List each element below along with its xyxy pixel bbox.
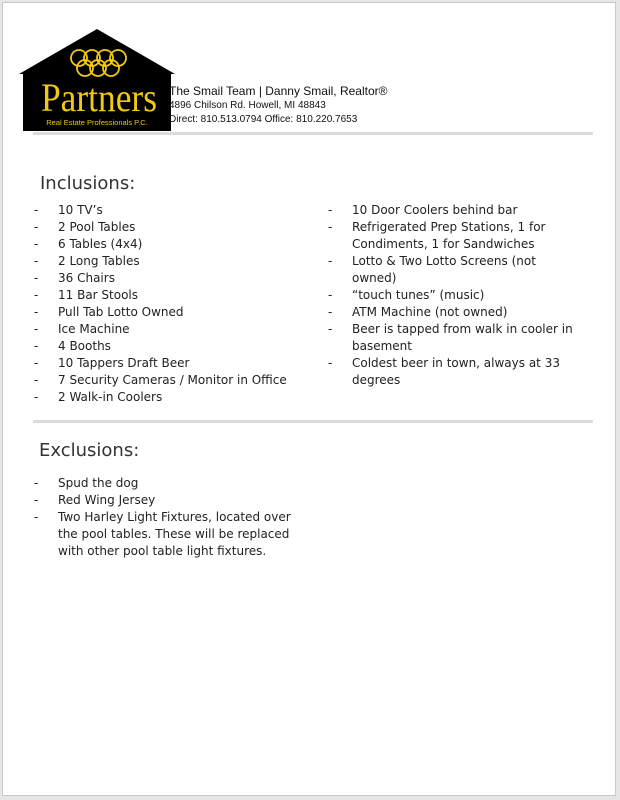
team-name: The Smail Team | Danny Smail, Realtor® xyxy=(169,84,388,98)
list-item: - 2 Pool Tables xyxy=(34,219,324,236)
list-item: - 11 Bar Stools xyxy=(34,287,324,304)
list-item: - Two Harley Light Fixtures, located over the pool tables. These will be replaced with other pool table light fixtures. xyxy=(34,509,294,560)
list-item: - 7 Security Cameras / Monitor in Office xyxy=(34,372,324,389)
list-item: - Lotto & Two Lotto Screens (not owned) xyxy=(328,253,578,287)
list-item: - Red Wing Jersey xyxy=(34,492,294,509)
office-address: 4896 Chilson Rd. Howell, MI 48843 xyxy=(169,100,326,111)
logo-tagline: Real Estate Professionals P.C. xyxy=(46,118,148,127)
header-divider xyxy=(33,132,593,135)
list-item: - 10 TV’s xyxy=(34,202,324,219)
inclusions-heading: Inclusions: xyxy=(40,173,136,194)
exclusions-list xyxy=(34,475,294,560)
list-item: - Coldest beer in town, always at 33 degrees xyxy=(328,355,578,389)
list-item: - 10 Door Coolers behind bar xyxy=(328,202,578,219)
list-item: - 2 Walk-in Coolers xyxy=(34,389,324,406)
partners-logo xyxy=(19,27,175,131)
list-item: - 4 Booths xyxy=(34,338,324,355)
list-item: - ATM Machine (not owned) xyxy=(328,304,578,321)
list-item: - 6 Tables (4x4) xyxy=(34,236,324,253)
list-item: - Beer is tapped from walk in cooler in basement xyxy=(328,321,578,355)
inclusions-list-right xyxy=(328,202,578,389)
section-divider xyxy=(33,420,593,423)
list-item: - Pull Tab Lotto Owned xyxy=(34,304,324,321)
document-page xyxy=(2,2,616,796)
exclusions-heading: Exclusions: xyxy=(39,440,140,461)
list-item: - Spud the dog xyxy=(34,475,294,492)
list-item: - 36 Chairs xyxy=(34,270,324,287)
list-item: - Refrigerated Prep Stations, 1 for Condiments, 1 for Sandwiches xyxy=(328,219,578,253)
list-item: - “touch tunes” (music) xyxy=(328,287,578,304)
contact-block xyxy=(169,83,387,127)
list-item: - 2 Long Tables xyxy=(34,253,324,270)
logo-wordmark: Partners xyxy=(41,75,157,120)
inclusions-list-left xyxy=(34,202,324,406)
list-item: - 10 Tappers Draft Beer xyxy=(34,355,324,372)
list-item: - Ice Machine xyxy=(34,321,324,338)
phone-numbers: Direct: 810.513.0794 Office: 810.220.7653 xyxy=(169,114,358,125)
